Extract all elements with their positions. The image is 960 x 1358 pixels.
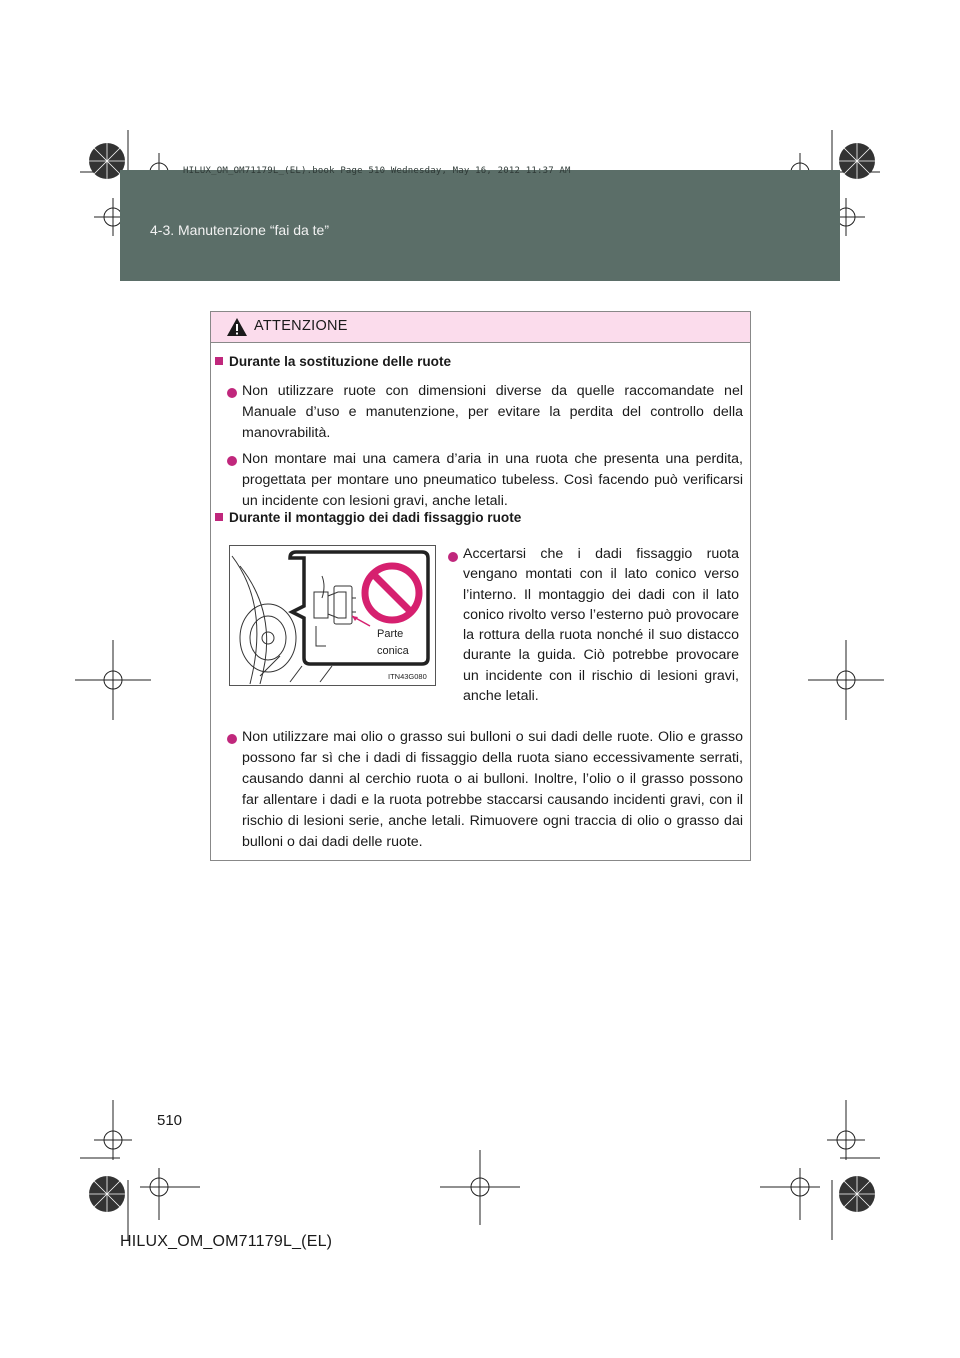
bullet-text: Non utilizzare ruote con dimensioni diverse da quelle raccomandate nel Manuale d’uso e manutenzione, per evitare la perdita del controllo della manovrabilità.	[242, 383, 743, 441]
wheel-illustration	[230, 546, 435, 685]
bullet-dot-icon	[227, 388, 237, 398]
warning-triangle-icon	[226, 317, 248, 337]
bullet-dot-icon	[227, 456, 237, 466]
square-bullet-icon	[215, 357, 223, 365]
figure-caption: conica	[377, 645, 409, 657]
bullet-text: Accertarsi che i dadi fissaggio ruota vengano montati con il lato conico verso l’interno. Il montaggio dei dadi con il lato conico rivolto verso l’esterno può provocare la rottura della ruota nonché il suo distacco durante la guida. Ciò potrebbe provocare un incidente con il rischio di lesioni gravi, anche letali.	[463, 546, 739, 705]
warning-box	[210, 311, 751, 861]
warning-header	[211, 312, 750, 343]
bullet-text: Non utilizzare mai olio o grasso sui bulloni o sui dadi delle ruote. Olio e grasso possono far sì che i dadi di fissaggio della ruota siano eccessivamente serrati, causando danni al cerchio ruota o ai bulloni. Inoltre, l’olio o il grasso possono far allentare i dadi e la ruota potrebbe staccarsi causando incidenti gravi, con il rischio di lesioni serie, anche letali. Rimuovere ogni traccia di olio o grasso dai bulloni o dai dadi delle ruote.	[242, 729, 743, 850]
wheel-nut-figure	[229, 545, 436, 686]
square-bullet-icon	[215, 513, 223, 521]
bullet-dot-icon	[227, 734, 237, 744]
section-heading: Durante la sostituzione delle ruote	[215, 354, 451, 369]
document-code: HILUX_OM_OM71179L_(EL)	[120, 1233, 333, 1250]
section-heading: Durante il montaggio dei dadi fissaggio ruote	[215, 510, 521, 525]
section-title: 4-3. Manutenzione “fai da te”	[150, 222, 329, 238]
figure-code: ITN43G080	[388, 672, 427, 681]
figure-caption: Parte	[377, 628, 404, 640]
bullet-text: Non montare mai una camera d’aria in una ruota che presenta una perdita, progettata per montare uno pneumatico tubeless. Così facendo può verificarsi un incidente con lesioni gravi, anche letali.	[242, 451, 743, 509]
warning-title: ATTENZIONE	[254, 318, 348, 334]
book-stamp: HILUX_OM_OM71179L_(EL).book Page 510 Wednesday, May 16, 2012 11:37 AM	[183, 166, 571, 176]
bullet-dot-icon	[448, 552, 458, 562]
page-number: 510	[157, 1112, 183, 1129]
